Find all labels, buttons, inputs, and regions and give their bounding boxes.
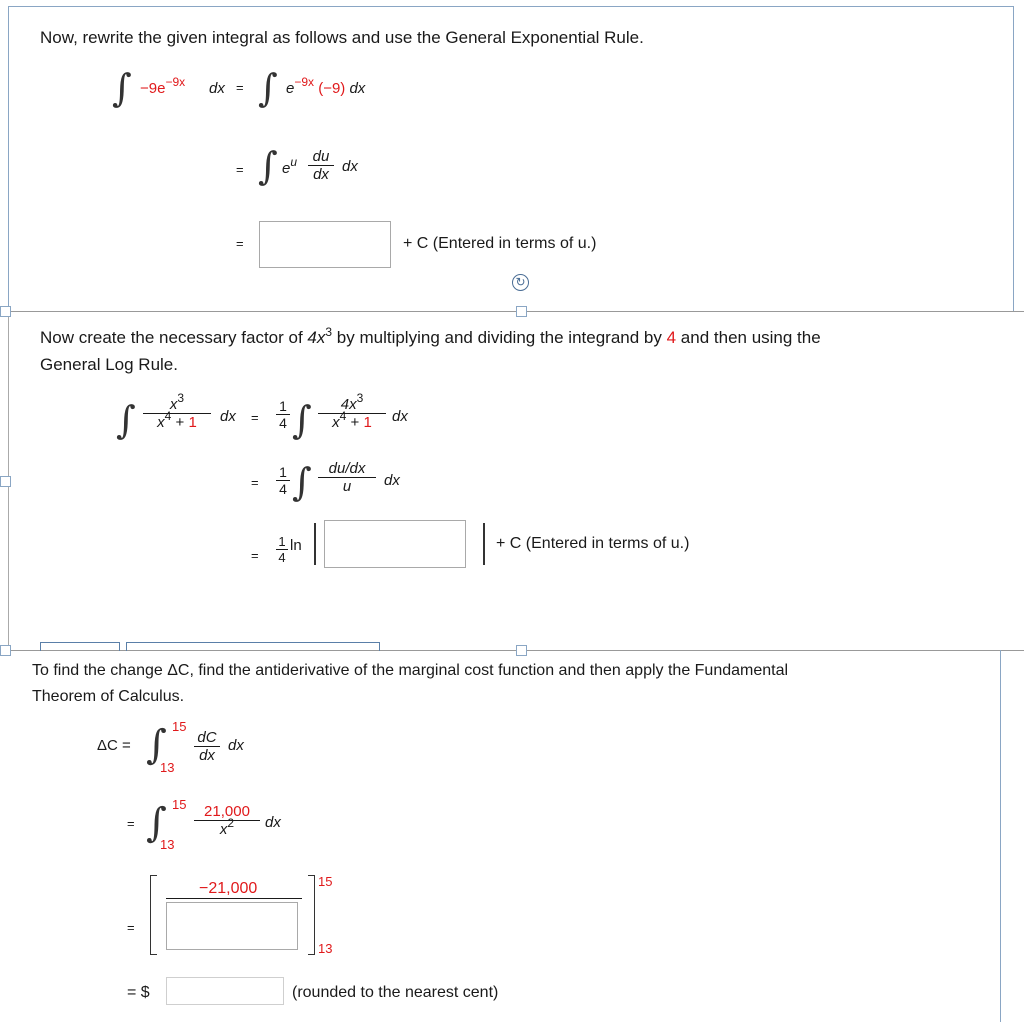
quarter-fraction: $\frac{1}{4}$ xyxy=(276,398,290,431)
section3-instruction: To find the change ΔC, find the antiderivative of the marginal cost function and then apply the Fundamental xyxy=(32,662,789,679)
dx-label: dx xyxy=(265,814,281,831)
delta-c-label: ΔC = xyxy=(97,737,131,754)
abs-bar-right xyxy=(483,523,485,565)
suffix-text: + C (Entered in terms of u.) xyxy=(403,235,597,252)
fraction-right: $\frac{4x^3}{x^4 + 1}$ xyxy=(318,396,386,431)
upper-limit: 15 xyxy=(318,874,333,889)
resize-handle[interactable] xyxy=(0,645,11,656)
dollar-label: = $ xyxy=(127,984,150,1001)
integral-sign: ∫ xyxy=(112,66,132,110)
refresh-icon[interactable]: ↻ xyxy=(512,274,529,291)
integral-sign: ∫ xyxy=(292,398,312,442)
dx-label: dx xyxy=(392,408,408,425)
skip-button-partial[interactable] xyxy=(126,642,380,651)
equals-sign: = xyxy=(251,548,259,563)
answer-field[interactable] xyxy=(167,903,297,949)
answer-input-final[interactable] xyxy=(166,977,284,1005)
equals-sign: = xyxy=(251,410,259,425)
dx-label: dx xyxy=(220,408,236,425)
integral-sign: ∫ xyxy=(146,800,167,846)
section2-instruction-line2: General Log Rule. xyxy=(40,355,178,374)
equals-sign: = xyxy=(127,816,135,831)
upper-limit: 15 xyxy=(172,797,187,812)
du-dx-fraction: $\frac{du}{dx}$ xyxy=(308,148,334,183)
rounding-note: (rounded to the nearest cent) xyxy=(292,984,499,1001)
integral-sign: ∫ xyxy=(146,722,167,768)
answer-input-exponential[interactable] xyxy=(259,221,391,268)
lower-limit: 13 xyxy=(318,941,333,956)
suffix-text: + C (Entered in terms of u.) xyxy=(496,535,690,552)
answer-field[interactable] xyxy=(260,222,390,267)
upper-limit: 15 xyxy=(172,719,187,734)
resize-handle[interactable] xyxy=(0,476,11,487)
fraction-bar xyxy=(166,898,302,899)
dx-label: dx xyxy=(384,472,400,489)
abs-bar-left xyxy=(314,523,316,565)
frame-left-border xyxy=(8,6,9,311)
equals-sign: = xyxy=(236,80,244,95)
neg-numerator: −21,000 xyxy=(199,880,258,897)
section3-right-border xyxy=(1000,650,1001,1022)
dc-dx-fraction: $\frac{dC}{dx}$ xyxy=(194,729,220,764)
frame-top-border xyxy=(8,6,1014,7)
quarter-fraction: $\frac{1}{4}$ xyxy=(276,464,290,497)
section3-instruction-line2: Theorem of Calculus. xyxy=(32,688,185,705)
lower-limit: 13 xyxy=(160,760,175,775)
resize-handle[interactable] xyxy=(516,645,527,656)
integrand-left: $-9e^{-9x}$ xyxy=(140,75,186,97)
section1-instruction: Now, rewrite the given integral as follows and use the General Exponential Rule. xyxy=(40,28,644,47)
eu-term: $e^u$ xyxy=(282,155,298,177)
frame-right-border xyxy=(1013,6,1014,311)
marginal-cost-fraction: $\frac{21,000}{x^2}$ xyxy=(194,803,260,838)
equals-sign: = xyxy=(127,920,135,935)
integral-sign: ∫ xyxy=(116,398,136,442)
integral-sign: ∫ xyxy=(258,66,278,110)
left-bracket xyxy=(150,875,157,955)
submit-button-partial[interactable] xyxy=(40,642,120,651)
integrand-right: $e^{-9x}$ (−9) dx xyxy=(286,75,366,97)
fraction-left: $\frac{x^3}{x^4 + 1}$ xyxy=(143,396,211,431)
section2-instruction: Now create the necessary factor of $4x^3$ by multiplying and dividing the integrand by 4 and then using the xyxy=(40,325,821,347)
answer-input-log[interactable] xyxy=(324,520,466,568)
dudx-over-u-fraction: $\frac{du/dx}{u}$ xyxy=(318,460,376,495)
dx-label: dx xyxy=(228,737,244,754)
quarter-fraction: $\frac{1}{4}$ xyxy=(276,534,288,565)
integral-sign: ∫ xyxy=(292,460,312,504)
answer-input-denominator[interactable] xyxy=(166,902,298,950)
answer-field[interactable] xyxy=(167,978,283,1004)
equals-sign: = xyxy=(251,475,259,490)
dx-label: dx xyxy=(209,80,225,97)
dx-label: dx xyxy=(342,158,358,175)
resize-handle[interactable] xyxy=(0,306,11,317)
resize-handle[interactable] xyxy=(516,306,527,317)
integral-sign: ∫ xyxy=(258,144,278,188)
equals-sign: = xyxy=(236,162,244,177)
lower-limit: 13 xyxy=(160,837,175,852)
answer-field[interactable] xyxy=(325,521,465,567)
equals-sign: = xyxy=(236,236,244,251)
right-bracket xyxy=(308,875,315,955)
section-divider-1 xyxy=(0,311,1024,312)
ln-label: ln xyxy=(290,537,302,554)
